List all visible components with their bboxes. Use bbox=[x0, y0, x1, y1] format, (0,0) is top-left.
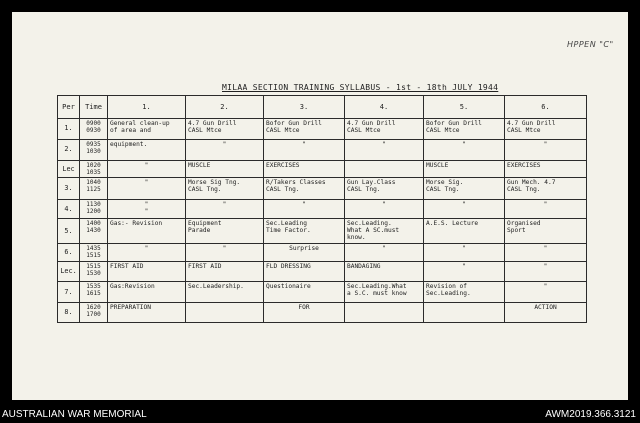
activity-cell: MUSCLE bbox=[186, 161, 264, 178]
handwritten-annotation: HPPEN "C" bbox=[567, 40, 614, 49]
activity-cell: " " bbox=[108, 199, 186, 218]
activity-cell: " bbox=[424, 199, 505, 218]
activity-cell: Sec.Leading Time Factor. bbox=[264, 219, 345, 244]
footer-institution: AUSTRALIAN WAR MEMORIAL bbox=[2, 409, 147, 420]
activity-cell: EXERCISES bbox=[264, 161, 345, 178]
activity-cell: " bbox=[345, 139, 424, 161]
time-cell: 0935 1030 bbox=[80, 139, 108, 161]
activity-cell: " bbox=[108, 178, 186, 200]
period-cell: 7. bbox=[58, 281, 80, 303]
activity-cell: Gun Lay.Class CASL Tng. bbox=[345, 178, 424, 200]
activity-cell: equipment. bbox=[108, 139, 186, 161]
activity-cell: Equipment Parade bbox=[186, 219, 264, 244]
table-header-row bbox=[58, 96, 587, 119]
activity-cell: FLD DRESSING bbox=[264, 262, 345, 281]
period-cell: 2. bbox=[58, 139, 80, 161]
activity-cell: FIRST AID bbox=[108, 262, 186, 281]
time-cell: 1515 1530 bbox=[80, 262, 108, 281]
table-row bbox=[58, 161, 587, 178]
activity-cell: EXERCISES bbox=[505, 161, 587, 178]
time-cell: 1400 1430 bbox=[80, 219, 108, 244]
activity-cell: 4.7 Gun Drill CASL Mtce bbox=[345, 119, 424, 140]
training-syllabus-table bbox=[57, 95, 587, 323]
activity-cell: Organised Sport bbox=[505, 219, 587, 244]
table-row bbox=[58, 178, 587, 200]
activity-cell: General clean-up of area and bbox=[108, 119, 186, 140]
activity-cell: A.E.S. Lecture bbox=[424, 219, 505, 244]
activity-cell: " bbox=[424, 244, 505, 262]
column-header: Time bbox=[80, 96, 108, 119]
activity-cell: " bbox=[505, 139, 587, 161]
column-header: 2. bbox=[186, 96, 264, 119]
period-cell: 8. bbox=[58, 303, 80, 323]
activity-cell: Morse Sig Tng. CASL Tng. bbox=[186, 178, 264, 200]
activity-cell: " bbox=[505, 281, 587, 303]
activity-cell: " bbox=[424, 262, 505, 281]
activity-cell: Bofor Gun Drill CASL Mtce bbox=[424, 119, 505, 140]
activity-cell: ACTION bbox=[505, 303, 587, 323]
time-cell: 1040 1125 bbox=[80, 178, 108, 200]
activity-cell: R/Takers Classes CASL Tng. bbox=[264, 178, 345, 200]
table-row bbox=[58, 303, 587, 323]
activity-cell bbox=[424, 303, 505, 323]
period-cell: 3. bbox=[58, 178, 80, 200]
activity-cell: " bbox=[505, 244, 587, 262]
activity-cell: " bbox=[186, 139, 264, 161]
activity-cell: Sec.Leading. What A SC.must know. bbox=[345, 219, 424, 244]
document-title: MILAA SECTION TRAINING SYLLABUS - 1st - 18th JULY 1944 bbox=[222, 83, 499, 92]
table-row bbox=[58, 281, 587, 303]
time-cell: 1130 1200 bbox=[80, 199, 108, 218]
activity-cell: " bbox=[345, 199, 424, 218]
activity-cell: Sec.Leadership. bbox=[186, 281, 264, 303]
table-row bbox=[58, 139, 587, 161]
activity-cell: Morse Sig. CASL Tng. bbox=[424, 178, 505, 200]
activity-cell: MUSCLE bbox=[424, 161, 505, 178]
column-header: 1. bbox=[108, 96, 186, 119]
period-cell: 6. bbox=[58, 244, 80, 262]
activity-cell: Gas:Revision bbox=[108, 281, 186, 303]
activity-cell: " bbox=[264, 199, 345, 218]
activity-cell: Sec.Leading.What a S.C. must know bbox=[345, 281, 424, 303]
table-row bbox=[58, 119, 587, 140]
table-row bbox=[58, 262, 587, 281]
activity-cell: Questionaire bbox=[264, 281, 345, 303]
activity-cell: Surprise bbox=[264, 244, 345, 262]
footer-accession-number: AWM2019.366.3121 bbox=[545, 409, 636, 420]
time-cell: 1535 1615 bbox=[80, 281, 108, 303]
activity-cell: Revision of Sec.Leading. bbox=[424, 281, 505, 303]
activity-cell: 4.7 Gun Drill CASL Mtce bbox=[505, 119, 587, 140]
activity-cell: FOR bbox=[264, 303, 345, 323]
period-cell: 5. bbox=[58, 219, 80, 244]
activity-cell: " bbox=[108, 161, 186, 178]
time-cell: 1435 1515 bbox=[80, 244, 108, 262]
time-cell: 0900 0930 bbox=[80, 119, 108, 140]
activity-cell: " bbox=[108, 244, 186, 262]
activity-cell: " bbox=[264, 139, 345, 161]
period-cell: Lec bbox=[58, 161, 80, 178]
activity-cell: " bbox=[186, 244, 264, 262]
activity-cell: BANDAGING bbox=[345, 262, 424, 281]
activity-cell: FIRST AID bbox=[186, 262, 264, 281]
period-cell: 4. bbox=[58, 199, 80, 218]
column-header: Per bbox=[58, 96, 80, 119]
activity-cell bbox=[345, 303, 424, 323]
activity-cell: " bbox=[505, 199, 587, 218]
activity-cell: " bbox=[424, 139, 505, 161]
activity-cell: Bofor Gun Drill CASL Mtce bbox=[264, 119, 345, 140]
column-header: 6. bbox=[505, 96, 587, 119]
period-cell: Lec. bbox=[58, 262, 80, 281]
time-cell: 1020 1035 bbox=[80, 161, 108, 178]
column-header: 5. bbox=[424, 96, 505, 119]
table-row bbox=[58, 219, 587, 244]
activity-cell: " bbox=[345, 244, 424, 262]
period-cell: 1. bbox=[58, 119, 80, 140]
activity-cell: 4.7 Gun Drill CASL Mtce bbox=[186, 119, 264, 140]
time-cell: 1620 1700 bbox=[80, 303, 108, 323]
activity-cell bbox=[345, 161, 424, 178]
column-header: 4. bbox=[345, 96, 424, 119]
table-row bbox=[58, 199, 587, 218]
activity-cell: Gun Mech. 4.7 CASL Tng. bbox=[505, 178, 587, 200]
table-row bbox=[58, 244, 587, 262]
column-header: 3. bbox=[264, 96, 345, 119]
activity-cell: PREPARATION bbox=[108, 303, 186, 323]
activity-cell bbox=[186, 303, 264, 323]
activity-cell: " bbox=[186, 199, 264, 218]
activity-cell: Gas:- Revision bbox=[108, 219, 186, 244]
activity-cell: " bbox=[505, 262, 587, 281]
